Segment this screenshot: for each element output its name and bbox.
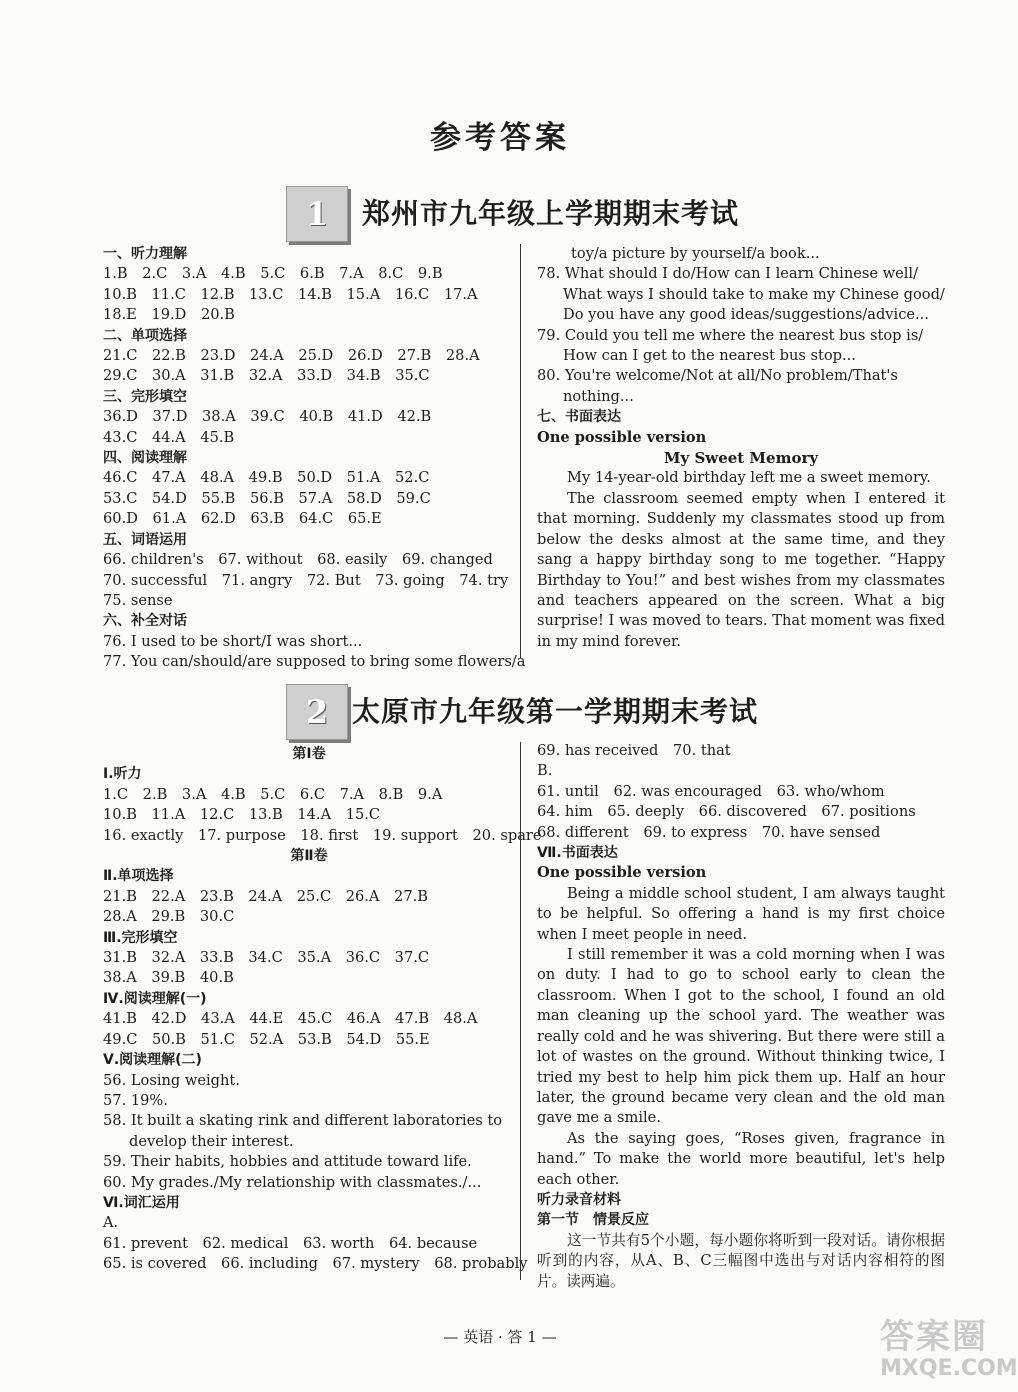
answer-line: 53.C 54.D 55.B 56.B 57.A 58.D 59.C bbox=[103, 489, 431, 507]
answer-line: 29.C 30.A 31.B 32.A 33.D 34.B 35.C bbox=[103, 367, 430, 385]
answer-line: 58. It built a skating rink and different laboratories to bbox=[103, 1112, 502, 1130]
watermark-text: 答案圈 bbox=[880, 1317, 988, 1357]
answer-line: 78. What should I do/How can I learn Chinese well/ bbox=[537, 265, 919, 283]
answer-line: 57. 19%. bbox=[103, 1091, 168, 1109]
column-divider bbox=[520, 742, 521, 1280]
answer-line: 21.B 22.A 23.B 24.A 25.C 26.A 27.B bbox=[103, 887, 428, 905]
answer-line: 43.C 44.A 45.B bbox=[103, 428, 235, 446]
answer-line: 65. is covered 66. including 67. mystery 68. probably bbox=[103, 1255, 528, 1273]
essay-paragraph: I still remember it was a cold morning when I was on duty. I had to go to school early to clean the classroom. When I got to the school, I found an old man cleaning up the school yard. The weather was really cold and he was shivering. But there were still a lot of wastes on the ground. Without thinking twice, I tried my best to help him pick them up. Half an hour later, the ground became very clean and the old man gave me a smile. bbox=[537, 946, 945, 1127]
answer-line: 46.C 47.A 48.A 49.B 50.D 51.A 52.C bbox=[103, 469, 430, 487]
answer-line: 61. prevent 62. medical 63. worth 64. because bbox=[103, 1234, 478, 1252]
answer-line: 36.D 37.D 38.A 39.C 40.B 41.D 42.B bbox=[103, 408, 432, 426]
section-heading: 第一节 情景反应 bbox=[537, 1212, 649, 1229]
section-2-number: 2 bbox=[286, 684, 348, 740]
essay-paragraph: As the saying goes, “Roses given, fragrance in hand.” To make the world more beautiful, let's help each other. bbox=[537, 1129, 945, 1188]
section-heading: develop their interest. bbox=[129, 1132, 294, 1150]
answer-line: 18.E 19.D 20.B bbox=[103, 306, 235, 324]
essay-paragraph: The classroom seemed empty when I entered it that morning. Suddenly my classmates stood up from below the desks almost at the same time, and they sang a happy birthday song to me together. “Happy Birthday to You!” and best wishes from my classmates and teachers appeared on the screen. What a big surprise! I was moved to tears. That moment was fixed in my mind forever. bbox=[537, 489, 945, 650]
answer-line: 75. sense bbox=[103, 591, 173, 609]
answer-line: 76. I used to be short/I was short... bbox=[103, 632, 363, 650]
section-1-header bbox=[0, 186, 1000, 242]
section-heading: Ⅲ.完形填空 bbox=[103, 929, 178, 946]
answer-line: 49.C 50.B 51.C 52.A 53.B 54.D 55.E bbox=[103, 1030, 430, 1048]
section-heading: What ways I should take to make my Chinese good/ bbox=[563, 285, 945, 303]
section-heading: Ⅶ.书面表达 bbox=[537, 845, 618, 862]
answer-line: 79. Could you tell me where the nearest bus stop is/ bbox=[537, 326, 924, 344]
answer-line: 1.B 2.C 3.A 4.B 5.C 6.B 7.A 8.C 9.B bbox=[103, 265, 443, 283]
page-title: 参考答案 bbox=[430, 120, 570, 156]
answer-line: 77. You can/should/are supposed to bring some flowers/a bbox=[103, 653, 526, 671]
essay-label: One possible version bbox=[537, 864, 707, 882]
essay-label: One possible version bbox=[537, 428, 707, 446]
essay-paragraph: Being a middle school student, I am always taught to be helpful. So offering a hand is my first choice when I meet people in need. bbox=[537, 884, 945, 943]
answer-line: 64. him 65. deeply 66. discovered 67. positions bbox=[537, 803, 916, 821]
answer-line: 31.B 32.A 33.B 34.C 35.A 36.C 37.C bbox=[103, 949, 430, 967]
answer-line: 28.A 29.B 30.C bbox=[103, 908, 235, 926]
answer-line: 16. exactly 17. purpose 18. first 19. support 20. spare bbox=[103, 826, 542, 844]
watermark-url: MXQE.COM bbox=[880, 1356, 1018, 1381]
section-2-right-column bbox=[537, 741, 945, 1292]
answer-line: 10.B 11.A 12.C 13.B 14.A 15.C bbox=[103, 806, 381, 824]
section-2-title: 太原市九年级第一学期期末考试 bbox=[352, 695, 759, 728]
section-heading: 第Ⅰ卷 bbox=[292, 746, 326, 762]
section-heading: 四、阅读理解 bbox=[103, 450, 187, 467]
answer-line: 60.D 61.A 62.D 63.B 64.C 65.E bbox=[103, 510, 382, 528]
section-1-number: 1 bbox=[286, 186, 348, 242]
answer-line: 69. has received 70. that bbox=[537, 742, 731, 759]
section-1-title: 郑州市九年级上学期期末考试 bbox=[362, 197, 740, 230]
section-heading: 第Ⅱ卷 bbox=[290, 848, 328, 865]
answer-line: 1.C 2.B 3.A 4.B 5.C 6.C 7.A 8.B 9.A bbox=[103, 785, 443, 803]
section-heading: 三、完形填空 bbox=[103, 388, 187, 405]
section-heading: Ⅳ.阅读理解(一) bbox=[103, 990, 207, 1007]
section-heading: Ⅵ.词汇运用 bbox=[103, 1194, 180, 1211]
answer-line: B. bbox=[537, 762, 553, 780]
section-heading: Ⅴ.阅读理解(二) bbox=[103, 1052, 202, 1069]
section-heading: 一、听力理解 bbox=[103, 246, 187, 262]
answer-line: 70. successful 71. angry 72. But 73. going 74. try bbox=[103, 571, 509, 589]
answer-line: 38.A 39.B 40.B bbox=[103, 969, 234, 987]
section-1-left-column bbox=[103, 244, 526, 673]
site-watermark-logo bbox=[880, 1317, 1018, 1388]
section-2-header bbox=[0, 684, 1000, 740]
section-heading: 二、单项选择 bbox=[103, 327, 187, 344]
page-footer: — 英语 · 答 1 — bbox=[443, 1328, 557, 1346]
section-2-left-column bbox=[103, 744, 542, 1275]
answer-line: toy/a picture by yourself/a book... bbox=[571, 245, 820, 262]
answer-line: 66. children's 67. without 68. easily 69. changed bbox=[103, 551, 493, 569]
essay-paragraph: My 14-year-old birthday left me a sweet memory. bbox=[567, 469, 931, 487]
answer-line: A. bbox=[103, 1214, 119, 1232]
answer-line: 61. until 62. was encouraged 63. who/whom bbox=[537, 782, 885, 800]
section-heading: 听力录音材料 bbox=[537, 1191, 621, 1208]
section-heading: Ⅰ.听力 bbox=[103, 766, 142, 783]
section-heading: 六、补全对话 bbox=[103, 613, 187, 630]
section-heading: How can I get to the nearest bus stop... bbox=[563, 347, 856, 365]
answer-line: 68. different 69. to express 70. have sensed bbox=[537, 823, 881, 841]
section-heading: 七、书面表达 bbox=[537, 409, 621, 426]
answer-line: 56. Losing weight. bbox=[103, 1071, 240, 1089]
section-1-right-column bbox=[537, 244, 945, 652]
section-heading: 这一节共有5个小题，每小题你将听到一段对话。请你根据听到的内容，从A、B、C三幅图中选出与对话内容相符的图片。读两遍。 bbox=[537, 1231, 945, 1290]
answer-line: 10.B 11.C 12.B 13.C 14.B 15.A 16.C 17.A bbox=[103, 285, 478, 303]
essay-label: My Sweet Memory bbox=[663, 449, 819, 468]
answer-line: 60. My grades./My relationship with classmates./... bbox=[103, 1173, 482, 1191]
section-heading: nothing... bbox=[563, 387, 634, 405]
answer-line: 59. Their habits, hobbies and attitude toward life. bbox=[103, 1153, 472, 1171]
answer-line: 41.B 42.D 43.A 44.E 45.C 46.A 47.B 48.A bbox=[103, 1010, 478, 1028]
answer-line: 21.C 22.B 23.D 24.A 25.D 26.D 27.B 28.A bbox=[103, 347, 480, 365]
answer-line: 80. You're welcome/Not at all/No problem/That's bbox=[537, 367, 898, 385]
column-divider bbox=[520, 244, 521, 658]
section-heading: Do you have any good ideas/suggestions/advice... bbox=[563, 306, 929, 324]
section-heading: 五、词语运用 bbox=[103, 531, 187, 548]
section-heading: Ⅱ.单项选择 bbox=[103, 868, 174, 885]
